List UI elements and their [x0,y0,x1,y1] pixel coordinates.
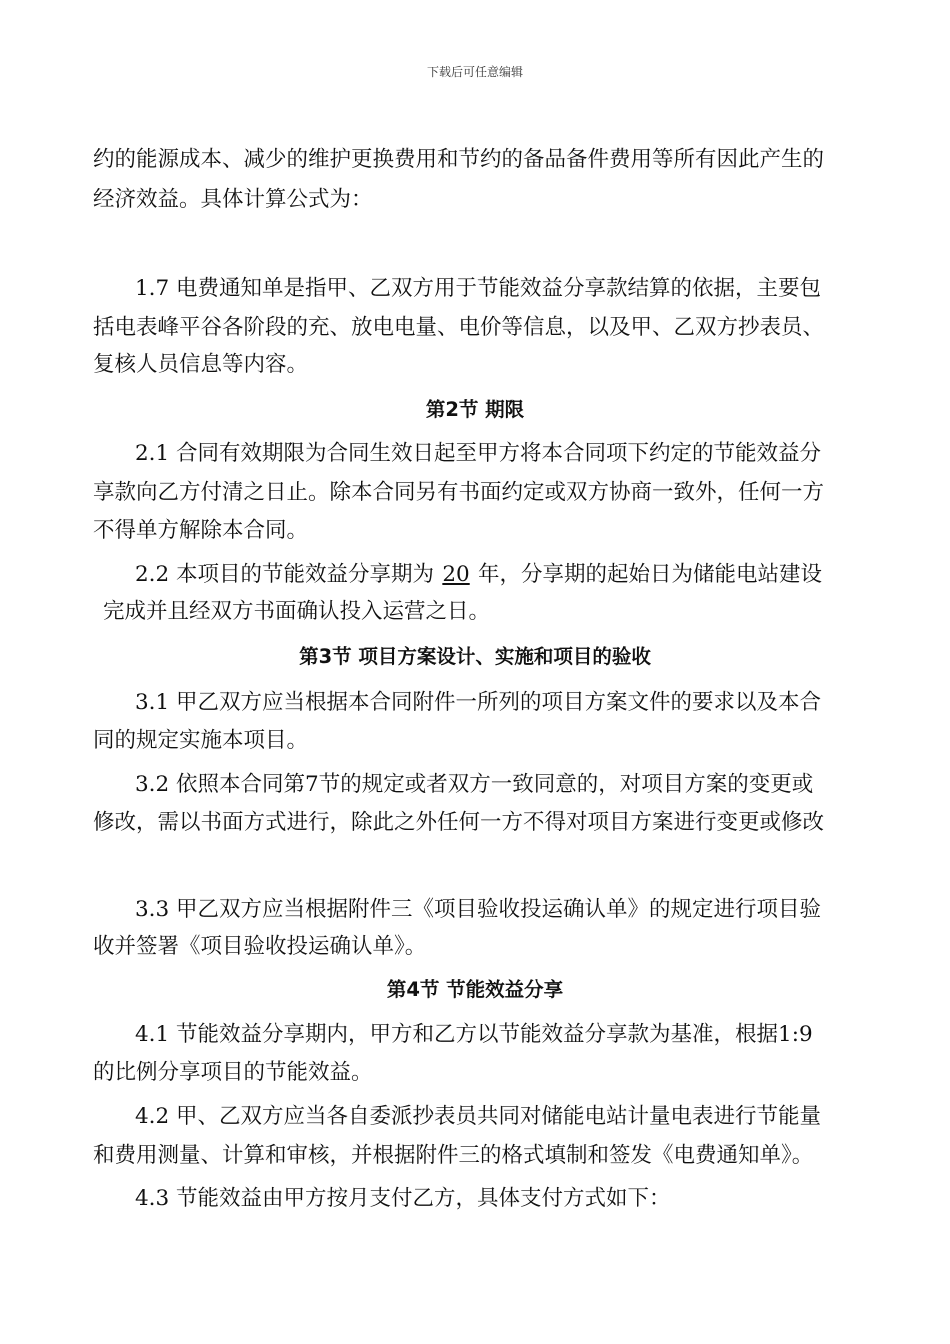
paragraph-line: 收并签署《项目验收投运确认单》。 [93,934,427,959]
clause-2-2-text-b: 年，分享期的起始日为储能电站建设 [478,562,823,587]
page-header-note: 下载后可任意编辑 [426,65,523,79]
section-2-heading: 第2节 期限 [425,398,525,421]
section-4-heading: 第4节 节能效益分享 [386,978,564,1001]
clause-4-2-line: 4.2 甲、乙双方应当各自委派抄表员共同对储能电站计量电表进行节能量 [135,1104,822,1129]
section-3-heading: 第3节 项目方案设计、实施和项目的验收 [299,645,651,668]
paragraph-line: 经济效益。具体计算公式为： [93,187,373,212]
clause-2-2-line [135,561,822,589]
paragraph-line: 的比例分享项目的节能效益。 [93,1060,373,1085]
paragraph-line: 复核人员信息等内容。 [93,352,309,377]
paragraph-line: 不得单方解除本合同。 [93,518,309,543]
paragraph-line: 和费用测量、计算和审核，并根据附件三的格式填制和签发《电费通知单》。 [93,1143,814,1168]
paragraph-line: 完成并且经双方书面确认投入运营之日。 [103,599,491,624]
paragraph-line: 约的能源成本、减少的维护更换费用和节约的备品备件费用等所有因此产生的 [93,147,825,172]
term-years-value: 20 [442,562,470,587]
clause-4-1-line: 4.1 节能效益分享期内，甲方和乙方以节能效益分享款为基准，根据1:9 [135,1022,813,1047]
paragraph-line: 修改，需以书面方式进行，除此之外任何一方不得对项目方案进行变更或修改 [93,810,825,835]
clause-3-1-line: 3.1 甲乙双方应当根据本合同附件一所列的项目方案文件的要求以及本合 [135,690,822,715]
clause-4-3-line: 4.3 节能效益由甲方按月支付乙方，具体支付方式如下： [135,1186,671,1211]
clause-1-7-line: 1.7 电费通知单是指甲、乙双方用于节能效益分享款结算的依据，主要包 [135,276,822,301]
clause-2-1-line: 2.1 合同有效期限为合同生效日起至甲方将本合同项下约定的节能效益分 [135,441,822,466]
clause-2-2-text-a: 2.2 本项目的节能效益分享期为 [135,562,435,587]
paragraph-line: 括电表峰平谷各阶段的充、放电电量、电价等信息，以及甲、乙双方抄表员、 [93,315,825,340]
clause-3-3-line: 3.3 甲乙双方应当根据附件三《项目验收投运确认单》的规定进行项目验 [135,897,822,922]
paragraph-line: 享款向乙方付清之日止。除本合同另有书面约定或双方协商一致外，任何一方 [93,480,825,505]
paragraph-line: 同的规定实施本项目。 [93,728,309,753]
clause-3-2-line: 3.2 依照本合同第7节的规定或者双方一致同意的，对项目方案的变更或 [135,772,814,797]
